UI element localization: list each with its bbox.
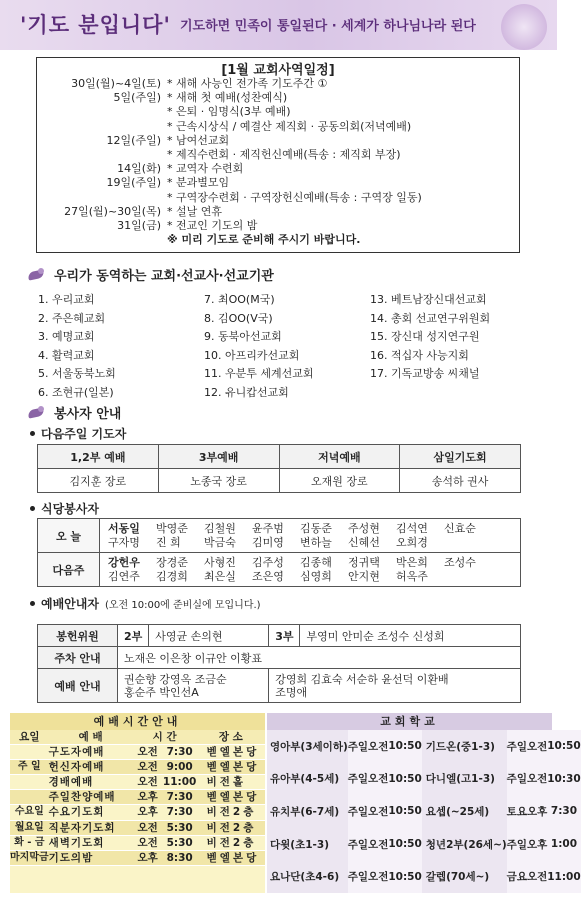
school-cell: 다니엘(고1-3) (425, 773, 495, 786)
partner-item: 6. 조현규(일본) (38, 385, 114, 399)
partners-title: 우리가 동역하는 교회·선교사·선교기관 (54, 269, 274, 284)
school-cell: 유치부(6-7세) (270, 805, 340, 818)
dove-icon (26, 268, 48, 282)
partners-column-3 (370, 291, 490, 384)
worship-day: 주 일 (10, 760, 49, 775)
prayer-name: 김지훈 장로 (38, 469, 159, 493)
volunteer-name: 김동준 (300, 521, 332, 535)
volunteer-name: 신혜선 (348, 535, 380, 549)
partner-item: 5. 서울동북노회 (38, 367, 116, 381)
guide-names-line: 홍순주 박인선A (124, 685, 199, 699)
volunteer-name: 김석연 (396, 521, 428, 535)
header-banner (0, 0, 557, 50)
worship-row (10, 775, 265, 790)
guide-names-line: 권순향 강영옥 조금순 (124, 672, 227, 686)
schedule-text: * 교역자 수련회 (167, 162, 244, 176)
school-cell: 요셉(~25세) (425, 805, 490, 818)
school-cell: 유아부(4-5세) (270, 773, 340, 786)
kitchen-row (38, 519, 521, 553)
school-cell: 주일오전 (348, 795, 389, 828)
schedule-row (41, 77, 517, 91)
prayer-table (37, 444, 521, 493)
worship-time: 9:00 (163, 760, 197, 775)
school-row (267, 795, 581, 828)
partner-item: 13. 베트남장신대선교회 (370, 293, 487, 306)
volunteer-name: 서동일 (108, 521, 140, 535)
kitchen-names-line (108, 570, 520, 584)
school-cell: 영아부(3세이하) (270, 740, 348, 753)
volunteer-name: 박은희 (396, 555, 428, 569)
school-cell: 주일오전 (507, 763, 548, 796)
guide-label: 예배 안내 (38, 669, 118, 703)
worship-times-table (10, 730, 265, 866)
worship-name: 구도자예배 (49, 745, 133, 760)
school-cell: 다윗(초1-3) (270, 838, 329, 851)
worship-place: 비전2층 (197, 835, 265, 850)
prayer-name: 오재원 장로 (279, 469, 400, 493)
school-cell: 10:50 (388, 860, 421, 893)
guide-names-line: 강영희 김효숙 서순하 윤선덕 이환배 (275, 672, 449, 686)
schedule-row (41, 219, 517, 233)
worship-name: 직분자기도회 (49, 820, 133, 835)
school-cell: 토요오후 (507, 795, 548, 828)
prayer-subtitle: 다음주일 기도자 (30, 425, 126, 442)
worship-day: 마지막금 (10, 850, 49, 865)
worship-place: 비전2층 (197, 820, 265, 835)
prayer-header: 3부예배 (158, 445, 279, 469)
guide-label: 봉헌위원 (38, 625, 118, 647)
worship-time: 5:30 (163, 835, 197, 850)
schedule-text: * 전교인 기도의 밤 (167, 218, 258, 232)
worship-day (10, 775, 49, 790)
guide-names-line: 조명애 (275, 685, 308, 699)
guide-names (269, 669, 521, 703)
volunteer-name: 오희경 (396, 535, 428, 549)
worship-day (10, 790, 49, 805)
schedule-row (41, 191, 517, 205)
schedule-date (41, 120, 167, 134)
schedule-row (41, 120, 517, 134)
school-row (267, 763, 581, 796)
worship-name: 새벽기도회 (49, 835, 133, 850)
worship-day: 수요일 (10, 805, 49, 820)
schedule-date: 19일(주일) (106, 176, 161, 190)
volunteer-name: 김종해 (300, 555, 332, 569)
volunteer-name: 신효순 (444, 521, 476, 535)
guide-names (118, 669, 269, 703)
school-cell: 주일오후 (507, 828, 548, 861)
kitchen-names-line (108, 556, 520, 570)
worship-row (10, 745, 265, 760)
kitchen-subtitle: 식당봉사자 (30, 500, 99, 517)
worship-row (10, 835, 265, 850)
schedule-date: 12일(주일) (106, 133, 161, 147)
guide-subtitle: 예배안내자 (오전 10:00에 준비실에 모입니다.) (30, 595, 261, 612)
worship-ampm: 오후 (133, 850, 163, 865)
guide-sublabel: 2부 (118, 625, 149, 647)
volunteer-name: 최은실 (204, 569, 236, 583)
partner-item: 9. 동북아선교회 (204, 330, 282, 344)
partner-item: 2. 주은혜교회 (38, 311, 106, 325)
worship-name: 수요기도회 (49, 805, 133, 820)
volunteer-name: 조성수 (444, 555, 476, 569)
schedule-row (41, 176, 517, 190)
schedule-date (41, 233, 167, 247)
worship-column-header: 장 소 (197, 730, 265, 745)
partner-item: 10. 아프리카선교회 (204, 348, 300, 362)
worship-name: 주일찬양예배 (49, 790, 133, 805)
volunteer-name: 진 희 (156, 535, 181, 549)
volunteer-name: 장경준 (156, 555, 188, 569)
schedule-text: * 남여선교회 (167, 133, 230, 147)
partner-item: 4. 활력교회 (38, 348, 95, 362)
worship-place: 벧엘본당 (197, 850, 265, 865)
worship-ampm: 오후 (133, 805, 163, 820)
worship-times-title: 예배시간안내 (10, 713, 265, 730)
volunteer-name: 박금숙 (204, 535, 236, 549)
school-cell: 10:50 (388, 763, 421, 796)
kitchen-label: 다음주 (38, 553, 100, 587)
worship-time: 7:30 (163, 805, 197, 820)
schedule-text: * 구역장수련회 · 구역장헌신예배(특송 : 구역장 일동) (167, 190, 422, 204)
school-row (267, 828, 581, 861)
guide-names: 사영균 손의현 (149, 625, 269, 647)
guide-table (37, 624, 521, 703)
volunteer-name: 구자명 (108, 535, 140, 549)
volunteer-name: 주성현 (348, 521, 380, 535)
worship-day: 월요일 (10, 820, 49, 835)
prayer-name: 노종국 장로 (158, 469, 279, 493)
kitchen-names-line (108, 536, 520, 550)
schedule-title: [1월 교회사역일정] (221, 63, 335, 78)
worship-header-row (10, 730, 265, 745)
volunteer-name: 강헌우 (108, 555, 140, 569)
volunteer-name: 조은영 (252, 569, 284, 583)
schedule-date (41, 105, 167, 119)
partner-item: 7. 최OO(M국) (204, 293, 275, 306)
schedule-row (41, 148, 517, 162)
school-cell: 10:50 (388, 828, 421, 861)
volunteer-name: 심영희 (300, 569, 332, 583)
volunteer-name: 윤주범 (252, 521, 284, 535)
school-cell: 11:00 (547, 860, 580, 893)
school-cell: 10:50 (547, 730, 580, 763)
worship-time: 7:30 (163, 790, 197, 805)
schedule-date (41, 148, 167, 162)
worship-time: 11:00 (162, 776, 197, 789)
school-cell: 갈렙(70세~) (425, 871, 490, 884)
schedule-row (41, 162, 517, 176)
worship-row (10, 850, 265, 865)
schedule-date: 31일(금) (117, 218, 161, 232)
volunteer-name: 김미영 (252, 535, 284, 549)
volunteer-name: 김철원 (204, 521, 236, 535)
partner-item: 17. 기독교방송 씨채널 (370, 367, 480, 381)
school-cell: 10:50 (388, 730, 421, 763)
schedule-text: * 설날 연휴 (167, 204, 222, 218)
schedule-date: 14일(화) (117, 162, 161, 176)
schedule-list (41, 77, 517, 247)
volunteer-name: 사형진 (204, 555, 236, 569)
school-cell: 10:50 (388, 795, 421, 828)
school-cell: 10:30 (547, 763, 580, 796)
volunteer-name: 김연주 (108, 569, 140, 583)
worship-row (10, 760, 265, 775)
school-cell: 주일오전 (348, 828, 389, 861)
partner-item: 3. 예명교회 (38, 330, 95, 344)
schedule-date (41, 191, 167, 205)
partner-item: 15. 장신대 성지연구원 (370, 330, 480, 344)
kitchen-label: 오 늘 (38, 519, 100, 553)
school-cell: 기드온(중1-3) (425, 740, 495, 753)
worship-name: 헌신자예배 (49, 760, 133, 775)
school-cell: 주일오전 (348, 860, 389, 893)
school-cell: 금요오전 (507, 860, 548, 893)
dove-icon (26, 406, 48, 420)
schedule-text: * 새해 첫 예배(성찬예식) (167, 91, 288, 105)
schedule-row (41, 205, 517, 219)
volunteer-name: 김경희 (156, 569, 188, 583)
worship-ampm: 오전 (133, 775, 163, 790)
worship-time: 7:30 (163, 745, 197, 760)
monthly-schedule-box (36, 57, 520, 253)
school-row (267, 730, 581, 763)
schedule-date: 27일(월)~30일(목) (64, 204, 161, 218)
worship-time: 8:30 (163, 850, 197, 865)
schedule-date: 30일(월)~4일(토) (71, 77, 161, 90)
worship-ampm: 오전 (133, 835, 163, 850)
worship-row (10, 820, 265, 835)
prayer-name: 송석하 권사 (400, 469, 521, 493)
schedule-row (41, 233, 517, 247)
partner-item: 16. 적십자 사능지회 (370, 348, 469, 362)
worship-ampm: 오전 (133, 760, 163, 775)
kitchen-row (38, 553, 521, 587)
school-cell: 주일오전 (348, 730, 389, 763)
worship-name: 기도의밤 (49, 850, 133, 865)
schedule-text: * 근속시상식 / 예결산 제직회 · 공동의회(저녁예배) (167, 119, 412, 133)
volunteer-name: 박영준 (156, 521, 188, 535)
volunteer-name: 김주성 (252, 555, 284, 569)
guide-label: 주차 안내 (38, 647, 118, 669)
schedule-text: * 은퇴 · 임명식(3부 예배) (167, 105, 291, 119)
school-cell: 주일오전 (507, 730, 548, 763)
partners-header (26, 265, 274, 284)
worship-place: 비전홀 (197, 775, 265, 790)
prayer-header: 1,2부 예배 (38, 445, 159, 469)
flower-decoration-icon (501, 4, 547, 50)
volunteer-name: 정귀택 (348, 555, 380, 569)
guide-names: 노재은 이은창 이규안 이황표 (118, 647, 521, 669)
worship-times-box (10, 713, 265, 893)
worship-ampm: 오전 (133, 745, 163, 760)
worship-place: 벧엘본당 (197, 745, 265, 760)
worship-time: 5:30 (163, 820, 197, 835)
partners-column-1 (38, 291, 116, 403)
partner-item: 8. 김OO(V국) (204, 311, 273, 325)
school-row (267, 860, 581, 893)
worship-day: 화 - 금 (10, 835, 49, 850)
schedule-date: 5일(주일) (113, 91, 161, 105)
header-title: '기도 분입니다' (20, 12, 171, 37)
worship-column-header: 예 배 (49, 730, 133, 745)
school-cell: 요나단(초4-6) (270, 871, 340, 884)
prayer-header: 저녁예배 (279, 445, 400, 469)
volunteers-title: 봉사자 안내 (54, 407, 122, 422)
header-slogan: 기도하면 민족이 통일된다 · 세계가 하나님나라 된다 (180, 19, 476, 34)
worship-place: 비전2층 (197, 805, 265, 820)
worship-place: 벧엘본당 (197, 790, 265, 805)
schedule-text: ※ 미리 기도로 준비해 주시기 바랍니다. (167, 233, 361, 247)
prayer-header: 삼일기도회 (400, 445, 521, 469)
kitchen-names-line (108, 522, 520, 536)
partner-item: 11. 우분투 세계선교회 (204, 367, 314, 381)
volunteer-name: 허옥주 (396, 569, 428, 583)
kitchen-table (37, 518, 521, 587)
schedule-row (41, 105, 517, 119)
schedule-text: * 제직수련회 · 제직헌신예배(특송 : 제직회 부장) (167, 147, 401, 161)
guide-names: 부영미 안미순 조성수 신성희 (300, 625, 521, 647)
worship-ampm: 오후 (133, 790, 163, 805)
schedule-text: * 분과별모임 (167, 176, 230, 190)
kitchen-names (100, 553, 521, 587)
church-school-table (267, 730, 581, 893)
worship-ampm: 오전 (133, 820, 163, 835)
worship-name: 경배예배 (49, 775, 133, 790)
worship-row (10, 805, 265, 820)
worship-column-header: 시 간 (133, 730, 197, 745)
school-cell: 청년2부(26세~) (425, 838, 507, 851)
school-cell: 주일오전 (348, 763, 389, 796)
schedule-row (41, 91, 517, 105)
church-school-box (267, 713, 581, 893)
partner-item: 12. 유니캅선교회 (204, 385, 289, 399)
worship-row (10, 790, 265, 805)
schedule-text: * 새해 사능인 전가족 기도주간 ① (167, 77, 328, 90)
worship-day (10, 745, 49, 760)
schedule-row (41, 134, 517, 148)
school-cell: 1:00 (547, 828, 580, 861)
school-cell: 7:30 (547, 795, 580, 828)
partners-column-2 (204, 291, 314, 403)
partner-item: 14. 총회 선교연구위원회 (370, 311, 491, 325)
church-school-title: 교회학교 (267, 713, 552, 730)
guide-sublabel: 3부 (269, 625, 300, 647)
volunteer-name: 변하늘 (300, 535, 332, 549)
worship-place: 벧엘본당 (197, 760, 265, 775)
worship-column-header: 요일 (10, 730, 49, 745)
partner-item: 1. 우리교회 (38, 293, 95, 306)
volunteer-name: 안지현 (348, 569, 380, 583)
volunteers-header (26, 403, 121, 422)
kitchen-names (100, 519, 521, 553)
